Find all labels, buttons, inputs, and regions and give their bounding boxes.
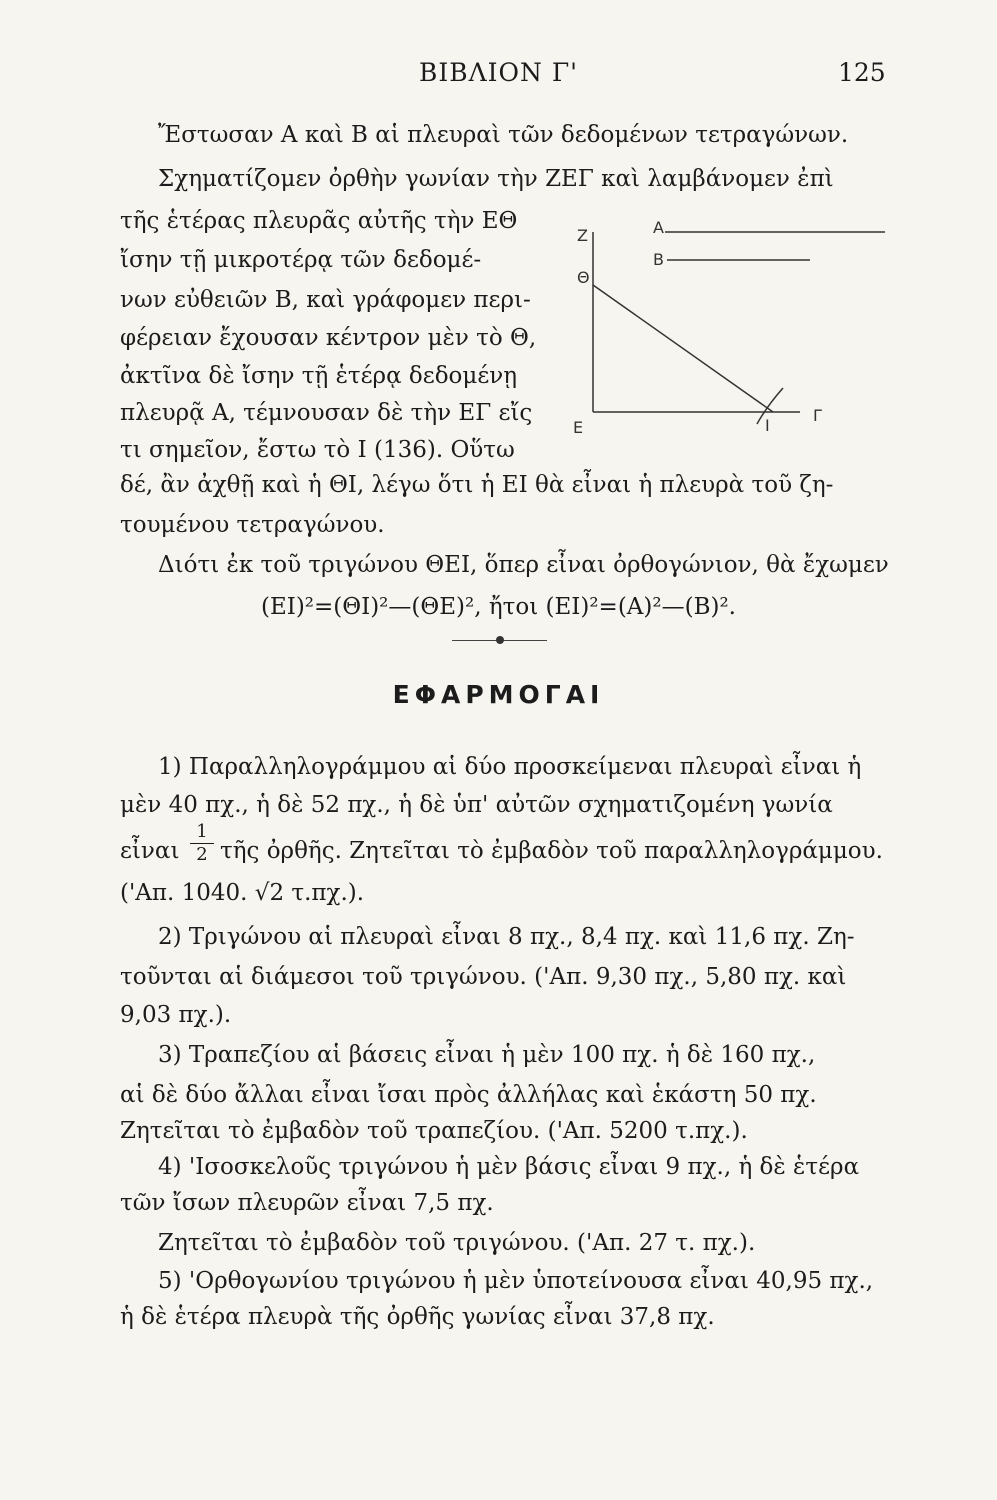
arc-mark (757, 388, 783, 424)
text-line: φέρειαν ἔχουσαν κέντρον μὲν τὸ Θ, (120, 325, 537, 351)
text-line: Ἔστωσαν Α καὶ Β αἱ πλευραὶ τῶν δεδομένων τετραγώνων. (158, 122, 849, 148)
exercise-line: αἱ δὲ δύο ἄλλαι εἶναι ἴσαι πρὸς ἀλλήλας καὶ ἑκάστη 50 πχ. (120, 1082, 817, 1108)
label-b: B (653, 250, 664, 269)
exercise-line: 5) 'Ορθογωνίου τριγώνου ἡ μὲν ὑποτείνουσα εἶναι 40,95 πχ., (158, 1268, 874, 1294)
text-line: ἀκτῖνα δὲ ἴσην τῇ ἑτέρᾳ δεδομένῃ (120, 363, 518, 389)
exercise-line: 4) 'Ισοσκελοῦς τριγώνου ἡ μὲν βάσις εἶναι 9 πχ., ἡ δὲ ἑτέρα (158, 1154, 860, 1180)
text-line: τῆς ἑτέρας πλευρᾶς αὐτῆς τὴν ΕΘ (120, 208, 518, 234)
exercise-line: 9,03 πχ.). (120, 1002, 232, 1028)
text-line: τουμένου τετραγώνου. (120, 512, 385, 538)
exercise-line: τῆς ὀρθῆς. Ζητεῖται τὸ ἐμβαδὸν τοῦ παραλληλογράμμου. (220, 838, 883, 864)
segment-theta-i (593, 285, 773, 412)
label-g: Γ (813, 406, 822, 425)
fraction-numerator: 1 (196, 821, 208, 842)
text-line: Διότι ἐκ τοῦ τριγώνου ΘΕΙ, ὅπερ εἶναι ὀρθογώνιον, θὰ ἔχωμεν (158, 552, 889, 578)
running-header: ΒΙΒΛΙΟΝ Γ' (418, 58, 579, 87)
exercise-line: ἡ δὲ ἑτέρα πλευρὰ τῆς ὀρθῆς γωνίας εἶναι 37,8 πχ. (120, 1304, 715, 1330)
exercise-line: 2) Τριγώνου αἱ πλευραὶ εἶναι 8 πχ., 8,4 πχ. καὶ 11,6 πχ. Ζη- (158, 924, 855, 950)
text-line: νων εὐθειῶν Β, καὶ γράφομεν περι- (120, 287, 531, 313)
text-line: Σχηματίζομεν ὀρθὴν γωνίαν τὴν ΖΕΓ καὶ λαμβάνομεν ἐπὶ (158, 166, 834, 192)
label-i: I (765, 416, 770, 435)
separator-dot (496, 636, 504, 644)
label-theta: Θ (577, 268, 590, 287)
exercise-line: 1) Παραλληλογράμμου αἱ δύο προσκείμεναι πλευραὶ εἶναι ἡ (158, 754, 862, 780)
geometry-figure (555, 210, 895, 450)
page-number: 125 (838, 58, 886, 87)
text-line: πλευρᾷ Α, τέμνουσαν δὲ τὴν ΕΓ εἴς (120, 400, 533, 426)
equation-line: (ΕΙ)²=(ΘΙ)²—(ΘΕ)², ἤτοι (ΕΙ)²=(Α)²—(Β)². (260, 594, 736, 620)
label-a: A (653, 218, 664, 237)
exercise-line: εἶναι (120, 838, 180, 864)
text-line: ἴσην τῇ μικροτέρᾳ τῶν δεδομέ- (120, 247, 482, 273)
exercise-line: Ζητεῖται τὸ ἐμβαδὸν τοῦ τραπεζίου. ('Απ. 5200 τ.πχ.). (120, 1118, 748, 1144)
exercise-line: Ζητεῖται τὸ ἐμβαδὸν τοῦ τριγώνου. ('Απ. 27 τ. πχ.). (158, 1230, 756, 1256)
figure-diagram (555, 210, 895, 450)
text-line: τι σημεῖον, ἔστω τὸ Ι (136). Οὕτω (120, 437, 515, 463)
exercise-line: 3) Τραπεζίου αἱ βάσεις εἶναι ἡ μὲν 100 πχ. ἡ δὲ 160 πχ., (158, 1042, 816, 1068)
label-z: Z (577, 226, 588, 245)
fraction-one-half (190, 822, 214, 865)
exercise-line: ('Απ. 1040. √2 τ.πχ.). (120, 880, 365, 906)
fraction-denominator: 2 (196, 844, 208, 865)
text-line: δέ, ἂν ἀχθῇ καὶ ἡ ΘΙ, λέγω ὅτι ἡ ΕΙ θὰ εἶναι ἡ πλευρὰ τοῦ ζη- (120, 472, 834, 498)
exercise-line: μὲν 40 πχ., ἡ δὲ 52 πχ., ἡ δὲ ὑπ' αὐτῶν σχηματιζομένη γωνία (120, 792, 833, 818)
exercise-line: τῶν ἴσων πλευρῶν εἶναι 7,5 πχ. (120, 1190, 494, 1216)
label-e: E (573, 418, 584, 437)
section-title: ΕΦΑΡΜΟΓΑΙ (392, 680, 605, 709)
exercise-line: τοῦνται αἱ διάμεσοι τοῦ τριγώνου. ('Απ. 9,30 πχ., 5,80 πχ. καὶ (120, 964, 847, 990)
